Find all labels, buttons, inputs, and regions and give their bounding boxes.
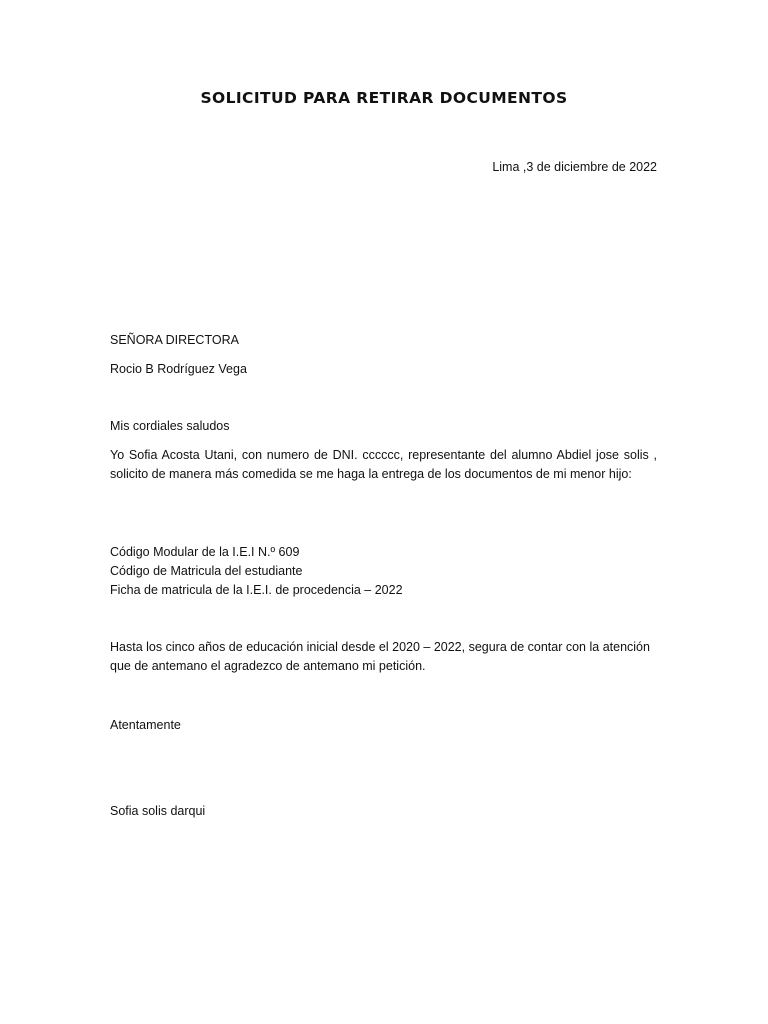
documents-list bbox=[110, 543, 657, 600]
list-item: Ficha de matricula de la I.E.I. de procedencia – 2022 bbox=[110, 583, 403, 597]
closing-paragraph: Hasta los cinco años de educación inicial desde el 2020 – 2022, segura de contar con la atención que de antemano el agradezco de antemano mi petición. bbox=[110, 640, 650, 673]
body-paragraph: Yo Sofia Acosta Utani, con numero de DNI. cccccc, representante del alumno Abdiel jose solis , solicito de manera más comedida se me haga la entrega de los documentos de mi menor hijo: bbox=[110, 448, 657, 481]
recipient-name: Rocio B Rodríguez Vega bbox=[110, 362, 247, 376]
list-item: Código Modular de la I.E.I N.º 609 bbox=[110, 545, 300, 559]
greeting: Mis cordiales saludos bbox=[110, 419, 230, 433]
document-title: SOLICITUD PARA RETIRAR DOCUMENTOS bbox=[200, 89, 568, 107]
date-line: Lima ,3 de diciembre de 2022 bbox=[492, 160, 657, 174]
list-item: Código de Matricula del estudiante bbox=[110, 564, 303, 578]
recipient-title: SEÑORA DIRECTORA bbox=[110, 333, 239, 347]
signature-name: Sofia solis darqui bbox=[110, 804, 206, 818]
sign-off: Atentamente bbox=[110, 718, 181, 732]
